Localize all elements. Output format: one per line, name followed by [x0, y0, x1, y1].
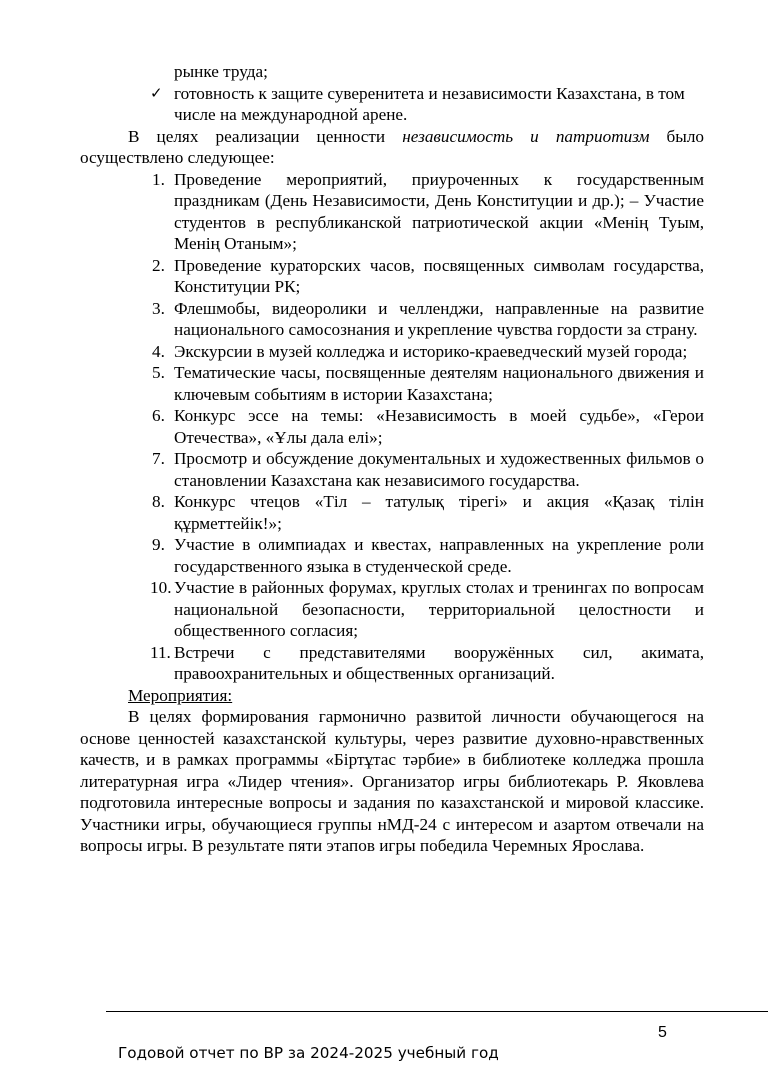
list-item — [152, 341, 704, 363]
intro-text-after: было осуществлено следующее: — [80, 126, 704, 167]
intro-text-before: В целях реализации ценности — [128, 126, 403, 146]
events-heading: Мероприятия: — [128, 685, 233, 705]
item-number: 6. — [152, 406, 165, 425]
list-item — [150, 642, 704, 685]
footer-divider — [106, 1011, 768, 1012]
footer-title: Годовой отчет по ВР за 2024-2025 учебный год — [118, 1044, 499, 1062]
bullet-line: готовность к защите суверенитета и независимости Казахстана, в том — [174, 83, 685, 103]
item-text: Конкурс чтецов «Тіл – татулық тірегі» и акция «Қазақ тілін құрметтейік!»; — [174, 492, 704, 533]
item-number: 1. — [152, 169, 165, 189]
activities-list — [80, 169, 704, 685]
bullet-item — [150, 83, 704, 105]
intro-emphasis: независимость и патриотизм — [402, 126, 650, 146]
checkmark-icon: ✓ — [150, 83, 163, 102]
item-text: Встречи с представителями вооружённых сил, акимата, правоохранительных и общественных организаций. — [174, 642, 704, 683]
item-text: Конкурс эссе на темы: «Независимость в моей судьбе», «Герои Отечества», «Ұлы дала елі»; — [174, 406, 704, 447]
item-number: 5. — [152, 363, 165, 382]
item-number: 4. — [152, 341, 165, 361]
item-number: 8. — [152, 492, 165, 511]
item-number: 10. — [150, 578, 172, 597]
item-number: 11. — [150, 642, 171, 662]
bullet-item — [150, 61, 704, 83]
item-text: Участие в олимпиадах и квестах, направленных на укрепление роли государственного языка в студенческой среде. — [174, 535, 704, 576]
list-item — [152, 534, 704, 577]
item-number: 9. — [152, 535, 165, 554]
item-text: Флешмобы, видеоролики и челленджи, направленные на развитие национального самосознания и укрепление чувства гордости за страну. — [174, 298, 704, 339]
item-number: 7. — [152, 449, 165, 468]
list-item — [152, 298, 704, 341]
bullet-line: числе на международной арене. — [174, 105, 408, 124]
page-content — [80, 61, 704, 857]
item-text: Тематические часы, посвященные деятелям национального движения и ключевым событиям в истории Казахстана; — [174, 363, 704, 404]
intro-paragraph — [80, 126, 704, 169]
page-number: 5 — [658, 1024, 667, 1041]
item-number: 2. — [152, 255, 165, 275]
item-number: 3. — [152, 298, 165, 318]
events-paragraph: В целях формирования гармонично развитой личности обучающегося на основе ценностей казахстанской культуры, через развитие духовно-нравственных качеств, и в рамках программы «Біртұтас тәрбие» в библиотеке колледжа прошла литературная игра «Лидер чтения». Организатор игры библиотекарь Р. Яковлева подготовила интересные вопросы и задания по казахстанской и мировой классике. Участники игры, обучающиеся группы нМД-24 с интересом и азартом отвечали на вопросы игры. В результате пяти этапов игры победила Черемных Ярослава. — [80, 707, 704, 855]
list-item — [152, 255, 704, 298]
item-text: Экскурсии в музей колледжа и историко-краеведческий музей города; — [174, 341, 688, 361]
list-item — [152, 405, 704, 448]
item-text: Проведение кураторских часов, посвященных символам государства, Конституции РК; — [174, 255, 704, 296]
bullet-list — [150, 61, 704, 126]
item-text: Участие в районных форумах, круглых столах и тренингах по вопросам национальной безопасности, территориальной целостности и общественного согласия; — [174, 578, 704, 640]
bullet-line: рынке труда; — [174, 62, 268, 81]
list-item — [150, 577, 704, 642]
list-item — [152, 362, 704, 405]
list-item — [152, 448, 704, 491]
list-item — [152, 169, 704, 255]
list-item — [152, 491, 704, 534]
bullet-item-continuation — [150, 104, 704, 126]
item-text: Проведение мероприятий, приуроченных к государственным праздникам (День Независимости, День Конституции и др.); – Участие студентов в республиканской патриотической акции «Менің Туым, Менің Отаным»; — [174, 169, 704, 253]
item-text: Просмотр и обсуждение документальных и художественных фильмов о становлении Казахстана как независимого государства. — [174, 449, 704, 490]
